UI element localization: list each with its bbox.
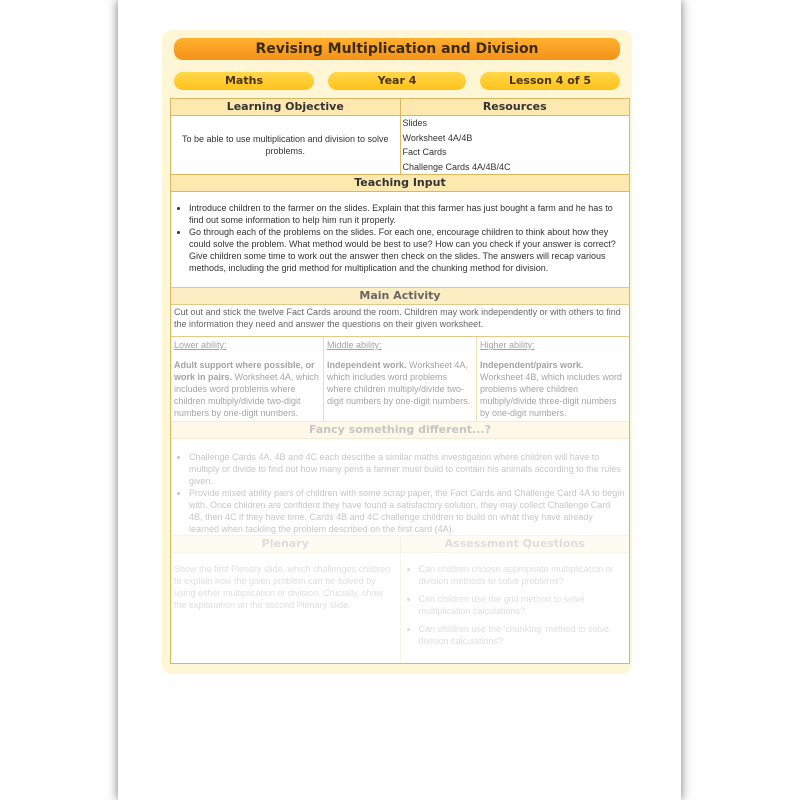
lesson-grid — [170, 98, 630, 664]
plenary-heading: Plenary — [171, 536, 400, 553]
middle-ability-label: Middle ability: — [327, 340, 382, 350]
objective-text: To be able to use multiplication and division to solve problems. — [181, 134, 389, 156]
assessment-body — [401, 553, 630, 663]
fancy-bullet: • Provide mixed ability pairs of children with some scrap paper, the Fact Cards and Challenge Card 4A to begin with. Once children are confident they have found a satisfactory solution, they may collect Challenge Card 4B, then 4C if they have time. Cards 4B and 4C challenge children to build on what they have already learned when tackling the problem described on the first card (4A). — [189, 487, 625, 535]
fancy-section — [171, 421, 629, 535]
teaching-bullet: • Go through each of the problems on the slides. For each one, encourage children to think about how they could solve the problem. What method would be best to use? How can you check if your answer is correct? Give children some time to work out the answer then check on the slides. The answers will recap various methods, including the grid method for multiplication and the chunking method for division. — [189, 226, 625, 274]
ability-columns — [171, 337, 629, 421]
resources-heading: Resources — [401, 99, 630, 116]
assessment-heading: Assessment Questions — [401, 536, 630, 553]
lower-ability-cell — [171, 337, 324, 421]
lower-ability-bold: Adult support where possible, or work in pairs. — [174, 360, 315, 382]
assessment-bullet: • Can children use the 'chunking' method to solve division calculations? — [419, 623, 626, 647]
lower-ability-text: Worksheet 4A, which includes word problems where children multiply/divide two-digit numbers by one-digit numbers. — [174, 372, 319, 418]
year-pill: Year 4 — [328, 72, 466, 90]
plenary-section — [171, 536, 401, 663]
fancy-body — [171, 439, 629, 535]
assessment-bullet: • Can children use the grid method to solve multiplication calculations? — [419, 593, 626, 617]
teaching-section — [171, 192, 629, 287]
lesson-title: Revising Multiplication and Division — [174, 38, 620, 60]
resource-item: Challenge Cards 4A/4B/4C — [402, 161, 511, 172]
resource-item: Slides — [402, 118, 428, 128]
plenary-text: Show the first Plenary slide, which challenges children to explain how the given problem can be solved by using either multiplication or division. Crucially, show the explanation on the second Plenary slide. — [174, 564, 391, 610]
resource-item: Fact Cards — [402, 147, 447, 157]
main-activity-section — [171, 287, 629, 337]
teaching-bullet: • Introduce children to the farmer on the slides. Explain that this farmer has just bought a farm and he has to find out some information to help him run it properly. — [189, 202, 625, 226]
objective-heading: Learning Objective — [171, 99, 400, 116]
lower-ability-label: Lower ability: — [174, 340, 227, 350]
assessment-bullet: • Can children choose appropriate multiplication or division methods to solve problems? — [419, 563, 626, 587]
fancy-bullet: • Challenge Cards 4A, 4B and 4C each describe a similar maths investigation where children will have to multiply or divide to find out how many pens a farmer must build to contain his animals according to the rules given. — [189, 451, 625, 487]
resources-list — [401, 116, 630, 174]
lesson-pill: Lesson 4 of 5 — [480, 72, 620, 90]
fancy-list — [171, 451, 629, 535]
resource-item: Worksheet 4A/4B — [402, 132, 473, 143]
higher-ability-cell — [477, 337, 629, 421]
middle-ability-text: Worksheet 4A, which includes word problems where children multiply/divide two-digit numbers by one-digit numbers. — [327, 360, 471, 406]
fancy-heading: Fancy something different...? — [171, 421, 629, 439]
resources-section — [401, 99, 630, 174]
objective-resources-row — [171, 99, 629, 174]
document-page — [118, 0, 681, 800]
subject-pill: Maths — [174, 72, 314, 90]
higher-ability-text: Worksheet 4B, which includes word problems where children multiply/divide three-digit numbers by one-digit numbers. — [480, 372, 622, 418]
middle-ability-bold: Independent work. — [327, 360, 407, 370]
assessment-section — [401, 536, 630, 663]
main-activity-text: Cut out and stick the twelve Fact Cards around the room. Children may work independently or with others to find the information they need and answer the questions on their given worksheet. — [171, 305, 629, 337]
plenary-assessment-row — [171, 535, 629, 663]
main-activity-heading: Main Activity — [171, 287, 629, 305]
middle-ability-cell — [324, 337, 477, 421]
teaching-list — [171, 202, 629, 274]
lesson-plan-card — [162, 30, 632, 674]
objective-section — [171, 99, 401, 174]
higher-ability-label: Higher ability: — [480, 340, 535, 350]
teaching-heading: Teaching Input — [171, 174, 629, 192]
higher-ability-bold: Independent/pairs work. — [480, 360, 584, 370]
assessment-list — [401, 563, 630, 647]
